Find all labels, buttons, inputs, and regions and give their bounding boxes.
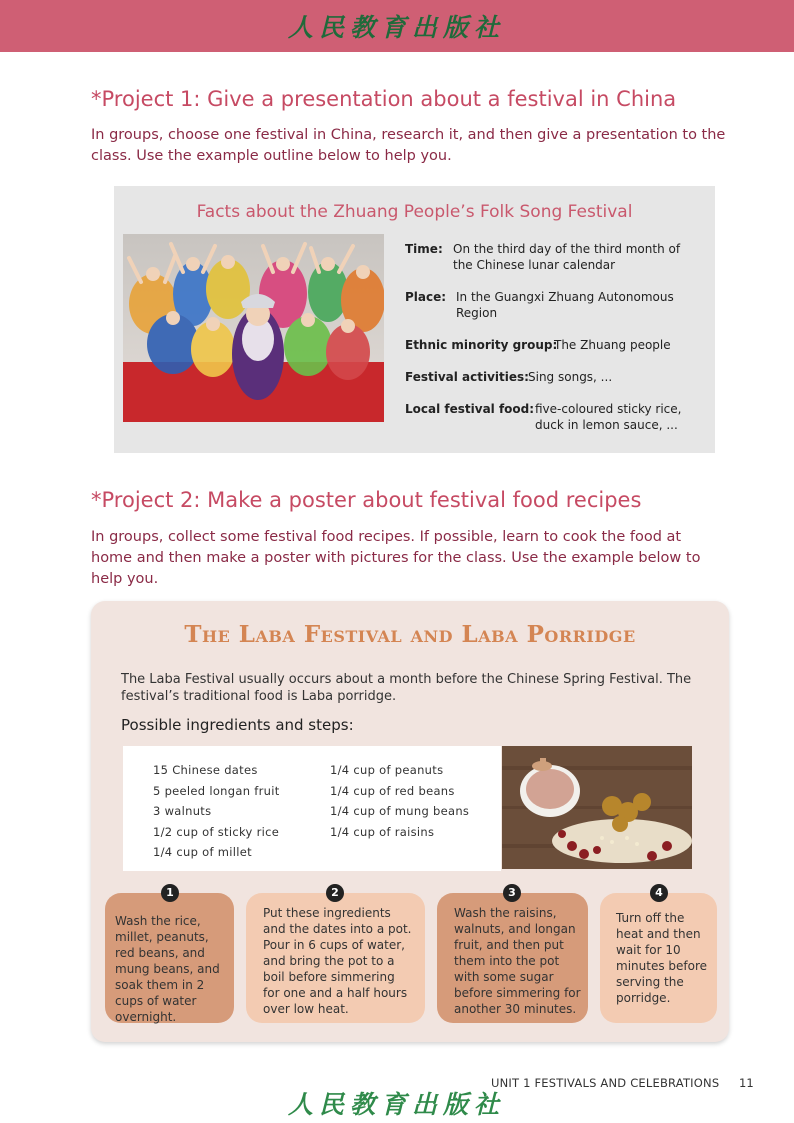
fact-value: In the Guangxi Zhuang Autonomous Region bbox=[456, 290, 674, 320]
festival-photo-illustration bbox=[123, 234, 384, 422]
step-number: 4 bbox=[650, 884, 668, 902]
laba-porridge-photo bbox=[502, 746, 692, 869]
ingredients-heading: Possible ingredients and steps: bbox=[121, 716, 354, 734]
ingredient-item: 1/4 cup of millet bbox=[153, 845, 252, 859]
fact-label: Festival activities: bbox=[405, 370, 529, 384]
fact-label: Ethnic minority group: bbox=[405, 338, 558, 352]
step-card-1 bbox=[105, 886, 234, 1024]
step-text: Turn off the heat and then wait for 10 minutes before serving the porridge. bbox=[616, 911, 708, 1005]
fact-food bbox=[405, 401, 705, 432]
project1-title: *Project 1: Give a presentation about a festival in China bbox=[91, 87, 677, 111]
fact-place bbox=[405, 289, 705, 320]
ingredients-box bbox=[123, 746, 501, 871]
fact-time bbox=[405, 241, 705, 272]
fact-value: The Zhuang people bbox=[554, 338, 671, 352]
step-number: 3 bbox=[503, 884, 521, 902]
publisher-logo-bottom: 人民教育出版社 bbox=[288, 1090, 506, 1119]
page-number: 11 bbox=[739, 1076, 754, 1090]
fact-label: Time: bbox=[405, 242, 443, 256]
ingredient-item: 15 Chinese dates bbox=[153, 763, 258, 777]
step-text: Wash the raisins, walnuts, and longan fruit, and then put them into the pot with some sugar before simmering for another 30 minutes. bbox=[454, 906, 581, 1016]
fact-label: Local festival food: bbox=[405, 402, 535, 416]
recipe-poster bbox=[91, 601, 729, 1042]
step-number: 2 bbox=[326, 884, 344, 902]
step-number: 1 bbox=[161, 884, 179, 902]
festival-dancers-photo bbox=[123, 234, 384, 422]
project1-description: In groups, choose one festival in China, research it, and then give a presentation to the class. Use the example outline below to help you. bbox=[91, 127, 726, 164]
step-text: Wash the rice, millet, peanuts, red beans, and mung beans, and soak them in 2 cups of water overnight. bbox=[115, 914, 220, 1024]
poster-title: The Laba Festival and Laba Porridge bbox=[184, 621, 636, 648]
ingredients-left-column bbox=[153, 760, 280, 863]
facts-title: Facts about the Zhuang People’s Folk Song Festival bbox=[196, 202, 633, 222]
ingredient-item: 1/4 cup of red beans bbox=[330, 783, 455, 798]
fact-activities bbox=[405, 369, 705, 385]
ingredient-item: 1/4 cup of mung beans bbox=[330, 804, 470, 818]
footer-unit-label: UNIT 1 FESTIVALS AND CELEBRATIONS bbox=[491, 1076, 720, 1090]
fact-value: Sing songs, ... bbox=[528, 370, 613, 384]
project2-description: In groups, collect some festival food recipes. If possible, learn to cook the food at home and then make a poster with pictures for the class. Use the example below to help you. bbox=[91, 529, 701, 587]
fact-value: five-coloured sticky rice, duck in lemon sauce, ... bbox=[535, 402, 682, 432]
step-card-3 bbox=[437, 886, 588, 1023]
fact-label: Place: bbox=[405, 290, 447, 304]
publisher-logo-top: 人民教育出版社 bbox=[288, 13, 506, 42]
ingredient-item: 1/2 cup of sticky rice bbox=[153, 824, 280, 839]
poster-intro: The Laba Festival usually occurs about a month before the Chinese Spring Festival. The festival’s traditional food is Laba porridge. bbox=[121, 672, 692, 704]
ingredient-item: 5 peeled longan fruit bbox=[153, 783, 280, 798]
facts-box bbox=[114, 186, 715, 453]
ingredient-item: 3 walnuts bbox=[153, 804, 212, 818]
fact-value: On the third day of the third month of the Chinese lunar calendar bbox=[453, 242, 681, 272]
fact-ethnic-group bbox=[405, 337, 705, 353]
step-text: Put these ingredients and the dates into a pot. Pour in 6 cups of water, and bring the pot to a boil before simmering for one and a half hours over low heat. bbox=[263, 906, 412, 1016]
step-card-4 bbox=[600, 886, 717, 1023]
ingredient-item: 1/4 cup of peanuts bbox=[330, 763, 444, 777]
project2-title: *Project 2: Make a poster about festival food recipes bbox=[91, 488, 642, 512]
ingredients-right-column bbox=[330, 760, 469, 842]
ingredient-item: 1/4 cup of raisins bbox=[330, 824, 435, 839]
step-card-2 bbox=[246, 886, 425, 1023]
porridge-photo-illustration bbox=[502, 746, 692, 869]
